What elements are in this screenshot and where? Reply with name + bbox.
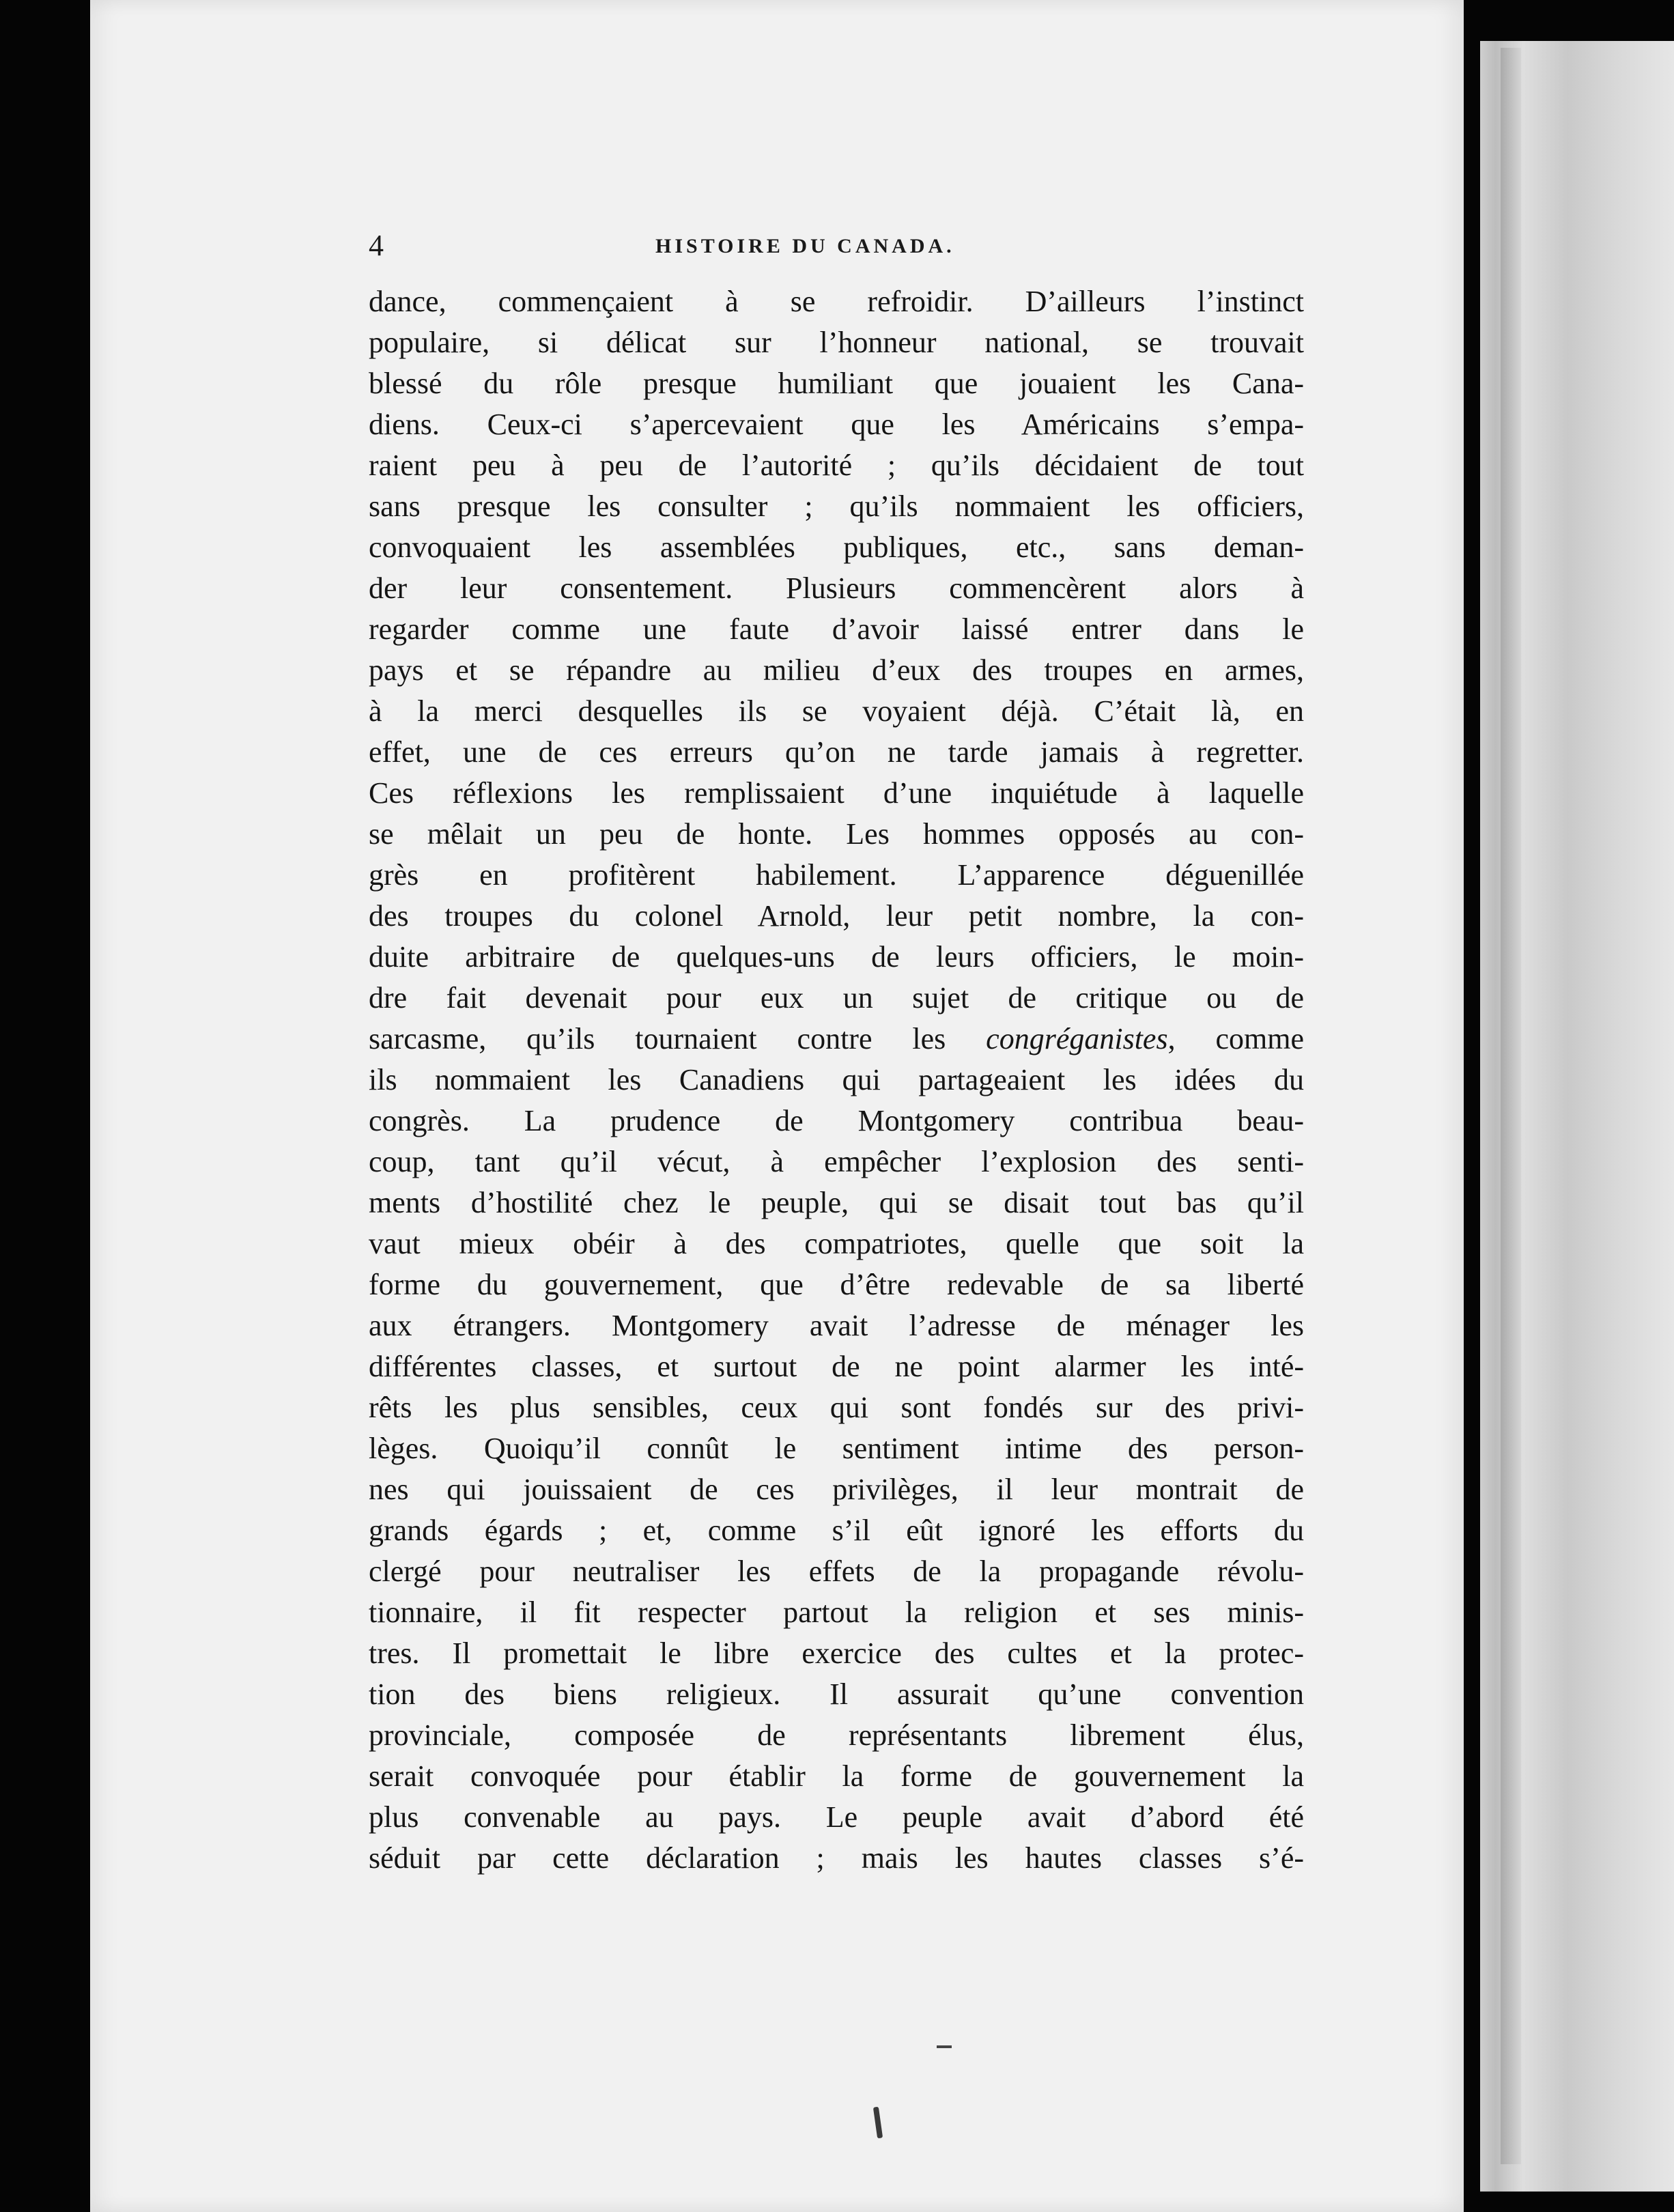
- text-line: der leur consentement. Plusieurs commencèrent alors à: [369, 571, 1304, 605]
- page-header: [369, 225, 1311, 266]
- text-line: congrès. La prudence de Montgomery contribua beau-: [369, 1104, 1304, 1137]
- text-line: blessé du rôle presque humiliant que jouaient les Cana-: [369, 367, 1304, 400]
- text-line: diens. Ceux-ci s’apercevaient que les Américains s’empa-: [369, 408, 1304, 441]
- text-line: provinciale, composée de représentants librement élus,: [369, 1718, 1304, 1752]
- text-line: grès en profitèrent habilement. L’apparence déguenillée: [369, 858, 1304, 892]
- text-line: se mêlait un peu de honte. Les hommes opposés au con-: [369, 817, 1304, 851]
- text-segment: sarcasme, qu’ils tournaient contre les: [369, 1022, 987, 1055]
- body-text: [369, 281, 1304, 1879]
- text-line: effet, une de ces erreurs qu’on ne tarde jamais à regretter.: [369, 735, 1304, 769]
- italic-term: congréganistes: [986, 1022, 1168, 1055]
- text-line: populaire, si délicat sur l’honneur national, se trouvait: [369, 326, 1304, 359]
- text-line: Ces réflexions les remplissaient d’une inquiétude à laquelle: [369, 776, 1304, 810]
- text-segment: , comme: [1167, 1022, 1304, 1055]
- text-line: regarder comme une faute d’avoir laissé entrer dans le: [369, 612, 1304, 646]
- text-line: ils nommaient les Canadiens qui partageaient les idées du: [369, 1063, 1304, 1096]
- text-line: aux étrangers. Montgomery avait l’adresse de ménager les: [369, 1309, 1304, 1342]
- text-line: lèges. Quoiqu’il connût le sentiment intime des person-: [369, 1432, 1304, 1465]
- text-line: clergé pour neutraliser les effets de la propagande révolu-: [369, 1555, 1304, 1588]
- running-head: HISTOIRE DU CANADA.: [655, 235, 955, 257]
- text-line: vaut mieux obéir à des compatriotes, quelle que soit la: [369, 1227, 1304, 1260]
- text-line: nes qui jouissaient de ces privilèges, il leur montrait de: [369, 1473, 1304, 1506]
- text-line: différentes classes, et surtout de ne point alarmer les inté-: [369, 1350, 1304, 1383]
- text-line: tionnaire, il fit respecter partout la religion et ses minis-: [369, 1596, 1304, 1629]
- text-line: tres. Il promettait le libre exercice des cultes et la protec-: [369, 1636, 1304, 1670]
- text-line: tion des biens religieux. Il assurait qu’une convention: [369, 1677, 1304, 1711]
- text-line: ments d’hostilité chez le peuple, qui se disait tout bas qu’il: [369, 1186, 1304, 1219]
- text-line: duite arbitraire de quelques-uns de leurs officiers, le moin-: [369, 940, 1304, 974]
- text-line: sans presque les consulter ; qu’ils nommaient les officiers,: [369, 490, 1304, 523]
- text-line: convoquaient les assemblées publiques, etc., sans deman-: [369, 530, 1304, 564]
- text-line: coup, tant qu’il vécut, à empêcher l’explosion des senti-: [369, 1145, 1304, 1178]
- text-line-with-italic: [369, 1019, 1304, 1060]
- text-line: serait convoquée pour établir la forme de gouvernement la: [369, 1759, 1304, 1793]
- text-line: raient peu à peu de l’autorité ; qu’ils décidaient de tout: [369, 449, 1304, 482]
- text-line: dance, commençaient à se refroidir. D’ailleurs l’instinct: [369, 285, 1304, 318]
- text-line: plus convenable au pays. Le peuple avait d’abord été: [369, 1800, 1304, 1834]
- text-line: séduit par cette déclaration ; mais les hautes classes s’é-: [369, 1841, 1304, 1875]
- scan-artifact: [937, 2045, 952, 2048]
- text-line: pays et se répandre au milieu d’eux des troupes en armes,: [369, 653, 1304, 687]
- text-line: des troupes du colonel Arnold, leur petit nombre, la con-: [369, 899, 1304, 933]
- page-number: 4: [369, 229, 384, 262]
- text-line: rêts les plus sensibles, ceux qui sont fondés sur des privi-: [369, 1391, 1304, 1424]
- page-gutter-shadow: [1501, 48, 1521, 2164]
- text-line: à la merci desquelles ils se voyaient déjà. C’était là, en: [369, 694, 1304, 728]
- text-line: forme du gouvernement, que d’être redevable de sa liberté: [369, 1268, 1304, 1301]
- text-line: dre fait devenait pour eux un sujet de critique ou de: [369, 981, 1304, 1015]
- text-line: grands égards ; et, comme s’il eût ignoré les efforts du: [369, 1514, 1304, 1547]
